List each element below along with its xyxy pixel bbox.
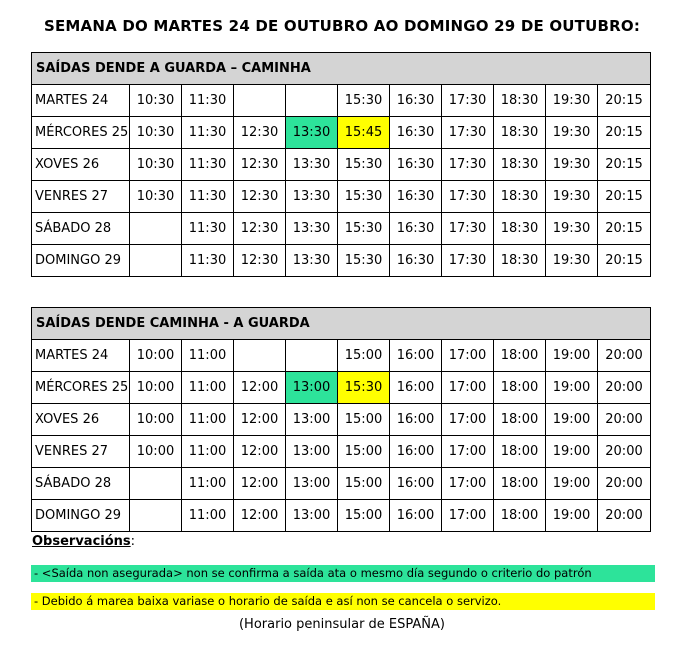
table-row — [32, 436, 651, 468]
time-cell: 17:30 — [442, 245, 494, 277]
day-label: MÉRCORES 25 — [32, 117, 130, 149]
time-cell: 20:15 — [598, 213, 651, 245]
table-header: SAÍDAS DENDE A GUARDA – CAMINHA — [32, 53, 651, 85]
time-cell: 13:00 — [286, 500, 338, 532]
footer-timezone-note: (Horario peninsular de ESPAÑA) — [238, 617, 445, 632]
time-cell: 13:00 — [286, 436, 338, 468]
time-cell: 18:00 — [494, 404, 546, 436]
time-cell: 13:30 — [286, 213, 338, 245]
time-cell: 17:00 — [442, 340, 494, 372]
time-cell: 11:30 — [182, 181, 234, 213]
time-cell: 12:00 — [234, 500, 286, 532]
time-cell: 19:00 — [546, 436, 598, 468]
time-cell: 11:00 — [182, 372, 234, 404]
table-row — [32, 468, 651, 500]
day-label: MARTES 24 — [32, 340, 130, 372]
time-cell: 20:00 — [598, 404, 651, 436]
time-cell — [234, 340, 286, 372]
time-cell: 16:00 — [390, 404, 442, 436]
time-cell: 11:30 — [182, 85, 234, 117]
time-cell: 12:30 — [234, 245, 286, 277]
time-cell: 11:00 — [182, 500, 234, 532]
table-row — [32, 85, 651, 117]
time-cell: 20:15 — [598, 149, 651, 181]
table-row — [32, 117, 651, 149]
time-cell-unconfirmed: 13:30 — [286, 117, 338, 149]
time-cell — [286, 85, 338, 117]
time-cell: 19:00 — [546, 404, 598, 436]
observations-colon: : — [130, 534, 136, 549]
time-cell: 10:00 — [130, 372, 182, 404]
observations-heading — [32, 534, 135, 549]
page-title: SEMANA DO MARTES 24 DE OUTUBRO AO DOMINGO 29 DE OUTUBRO: — [43, 17, 641, 35]
time-cell: 18:00 — [494, 500, 546, 532]
time-cell: 19:30 — [546, 213, 598, 245]
time-cell: 12:00 — [234, 372, 286, 404]
time-cell: 20:00 — [598, 468, 651, 500]
time-cell: 13:00 — [286, 468, 338, 500]
time-cell: 19:00 — [546, 340, 598, 372]
time-cell: 17:00 — [442, 468, 494, 500]
time-cell: 16:30 — [390, 181, 442, 213]
time-cell: 13:30 — [286, 181, 338, 213]
time-cell: 18:30 — [494, 117, 546, 149]
schedule-table-guarda-caminha — [31, 52, 651, 277]
time-cell: 16:30 — [390, 85, 442, 117]
day-label: SÁBADO 28 — [32, 213, 130, 245]
time-cell: 12:30 — [234, 149, 286, 181]
time-cell: 12:00 — [234, 404, 286, 436]
time-cell: 15:00 — [338, 340, 390, 372]
time-cell: 15:30 — [338, 213, 390, 245]
time-cell: 17:00 — [442, 404, 494, 436]
day-label: SÁBADO 28 — [32, 468, 130, 500]
schedule-table-caminha-guarda — [31, 307, 651, 532]
time-cell: 17:30 — [442, 149, 494, 181]
time-cell: 20:00 — [598, 436, 651, 468]
time-cell: 20:15 — [598, 117, 651, 149]
time-cell: 20:15 — [598, 181, 651, 213]
day-label: XOVES 26 — [32, 149, 130, 181]
time-cell: 16:30 — [390, 117, 442, 149]
time-cell: 18:00 — [494, 436, 546, 468]
time-cell: 11:30 — [182, 117, 234, 149]
time-cell — [130, 500, 182, 532]
time-cell: 10:30 — [130, 85, 182, 117]
time-cell: 20:00 — [598, 500, 651, 532]
time-cell-low-tide: 15:30 — [338, 372, 390, 404]
time-cell: 10:30 — [130, 117, 182, 149]
time-cell: 17:00 — [442, 500, 494, 532]
time-cell: 18:30 — [494, 149, 546, 181]
day-label: VENRES 27 — [32, 436, 130, 468]
time-cell: 17:30 — [442, 85, 494, 117]
time-cell: 15:00 — [338, 500, 390, 532]
time-cell: 15:30 — [338, 181, 390, 213]
time-cell: 10:30 — [130, 149, 182, 181]
time-cell: 16:30 — [390, 245, 442, 277]
table-row — [32, 404, 651, 436]
time-cell: 15:00 — [338, 468, 390, 500]
day-label: DOMINGO 29 — [32, 245, 130, 277]
day-label: VENRES 27 — [32, 181, 130, 213]
time-cell: 18:30 — [494, 245, 546, 277]
time-cell: 11:30 — [182, 213, 234, 245]
time-cell: 19:30 — [546, 245, 598, 277]
time-cell: 11:00 — [182, 340, 234, 372]
table-row — [32, 500, 651, 532]
time-cell: 19:00 — [546, 372, 598, 404]
time-cell: 13:30 — [286, 149, 338, 181]
time-cell: 11:30 — [182, 149, 234, 181]
table-header: SAÍDAS DENDE CAMINHA - A GUARDA — [32, 308, 651, 340]
time-cell: 12:30 — [234, 213, 286, 245]
time-cell-low-tide: 15:45 — [338, 117, 390, 149]
time-cell: 16:00 — [390, 372, 442, 404]
table-row — [32, 245, 651, 277]
day-label: DOMINGO 29 — [32, 500, 130, 532]
time-cell — [286, 340, 338, 372]
time-cell: 15:30 — [338, 149, 390, 181]
time-cell: 15:00 — [338, 404, 390, 436]
time-cell — [130, 468, 182, 500]
time-cell: 10:30 — [130, 181, 182, 213]
time-cell: 16:00 — [390, 500, 442, 532]
time-cell — [234, 85, 286, 117]
time-cell: 17:30 — [442, 181, 494, 213]
table-row — [32, 340, 651, 372]
time-cell: 16:30 — [390, 213, 442, 245]
time-cell: 18:00 — [494, 468, 546, 500]
time-cell-unconfirmed: 13:00 — [286, 372, 338, 404]
time-cell: 19:30 — [546, 181, 598, 213]
time-cell: 15:00 — [338, 436, 390, 468]
table-row — [32, 181, 651, 213]
time-cell: 10:00 — [130, 404, 182, 436]
time-cell: 16:00 — [390, 468, 442, 500]
time-cell: 18:00 — [494, 372, 546, 404]
time-cell: 10:00 — [130, 340, 182, 372]
time-cell: 13:00 — [286, 404, 338, 436]
time-cell: 19:30 — [546, 149, 598, 181]
time-cell: 19:00 — [546, 500, 598, 532]
time-cell: 11:00 — [182, 436, 234, 468]
note-low-tide: - Debido á marea baixa variase o horario de saída e así non se cancela o servizo. — [31, 593, 655, 610]
time-cell: 18:30 — [494, 213, 546, 245]
time-cell: 20:00 — [598, 340, 651, 372]
time-cell: 19:30 — [546, 85, 598, 117]
day-label: MÉRCORES 25 — [32, 372, 130, 404]
time-cell: 19:00 — [546, 468, 598, 500]
time-cell: 11:00 — [182, 468, 234, 500]
time-cell: 20:15 — [598, 245, 651, 277]
note-unconfirmed-departure: - <Saída non asegurada> non se confirma a saída ata o mesmo día segundo o criterio do patrón — [31, 565, 655, 582]
time-cell: 11:30 — [182, 245, 234, 277]
time-cell: 12:00 — [234, 468, 286, 500]
time-cell: 15:30 — [338, 85, 390, 117]
time-cell: 16:00 — [390, 340, 442, 372]
time-cell: 16:00 — [390, 436, 442, 468]
time-cell: 17:00 — [442, 436, 494, 468]
time-cell: 20:15 — [598, 85, 651, 117]
day-label: MARTES 24 — [32, 85, 130, 117]
time-cell: 12:00 — [234, 436, 286, 468]
table-row — [32, 213, 651, 245]
time-cell: 12:30 — [234, 117, 286, 149]
time-cell: 12:30 — [234, 181, 286, 213]
time-cell: 11:00 — [182, 404, 234, 436]
time-cell: 19:30 — [546, 117, 598, 149]
table-row — [32, 372, 651, 404]
time-cell: 16:30 — [390, 149, 442, 181]
time-cell: 18:00 — [494, 340, 546, 372]
time-cell: 18:30 — [494, 85, 546, 117]
time-cell: 20:00 — [598, 372, 651, 404]
table-row — [32, 149, 651, 181]
time-cell: 10:00 — [130, 436, 182, 468]
time-cell: 13:30 — [286, 245, 338, 277]
time-cell: 17:00 — [442, 372, 494, 404]
time-cell: 15:30 — [338, 245, 390, 277]
time-cell: 17:30 — [442, 117, 494, 149]
time-cell — [130, 245, 182, 277]
time-cell — [130, 213, 182, 245]
time-cell: 18:30 — [494, 181, 546, 213]
time-cell: 17:30 — [442, 213, 494, 245]
day-label: XOVES 26 — [32, 404, 130, 436]
observations-title: Observacións — [32, 534, 131, 549]
